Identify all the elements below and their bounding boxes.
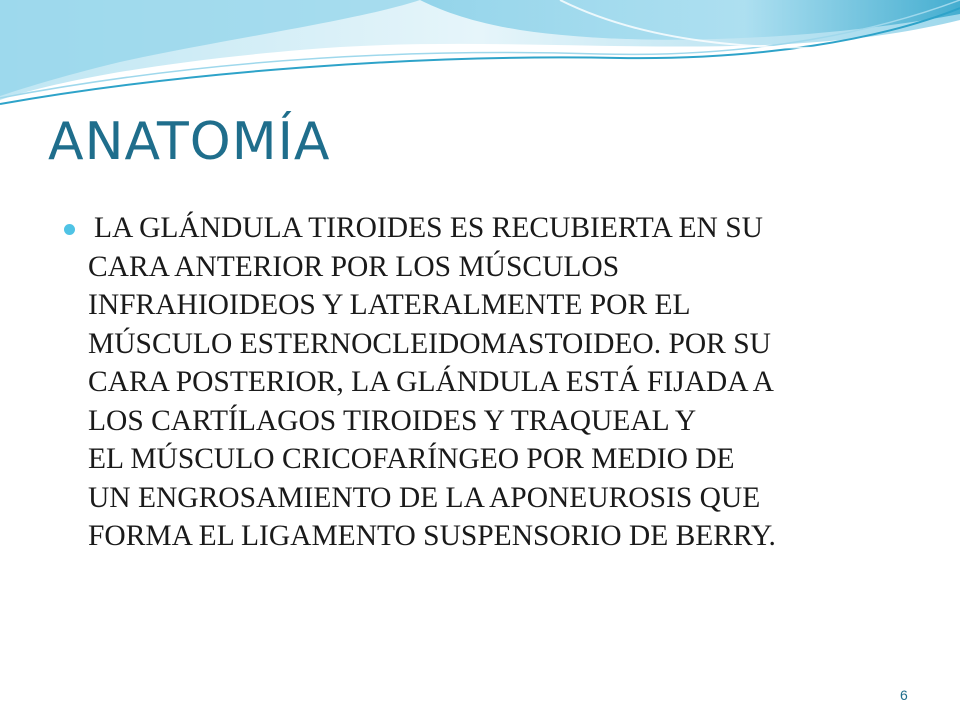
paragraph-line: CARA ANTERIOR POR LOS MÚSCULOS	[88, 250, 620, 283]
bullet-icon	[64, 224, 75, 235]
paragraph-line: LOS CARTÍLAGOS TIROIDES Y TRAQUEAL Y	[88, 404, 697, 437]
bullet-paragraph	[88, 209, 918, 556]
paragraph-line: CARA POSTERIOR, LA GLÁNDULA ESTÁ FIJADA A	[88, 366, 774, 398]
header-wave-decoration	[0, 0, 960, 120]
paragraph-line: LA GLÁNDULA TIROIDES ES RECUBIERTA EN SU	[94, 212, 763, 244]
paragraph-line: MÚSCULO ESTERNOCLEIDOMASTOIDEO. POR SU	[88, 327, 771, 360]
page-number: 6	[900, 687, 908, 703]
paragraph-line: FORMA EL LIGAMENTO SUSPENSORIO DE BERRY.	[88, 520, 776, 552]
slide-title: ANATOMÍA	[48, 112, 331, 172]
paragraph-line: UN ENGROSAMIENTO DE LA APONEUROSIS QUE	[88, 481, 761, 514]
paragraph-line: INFRAHIOIDEOS Y LATERALMENTE POR EL	[88, 289, 691, 321]
paragraph-line: EL MÚSCULO CRICOFARÍNGEO POR MEDIO DE	[88, 443, 735, 475]
